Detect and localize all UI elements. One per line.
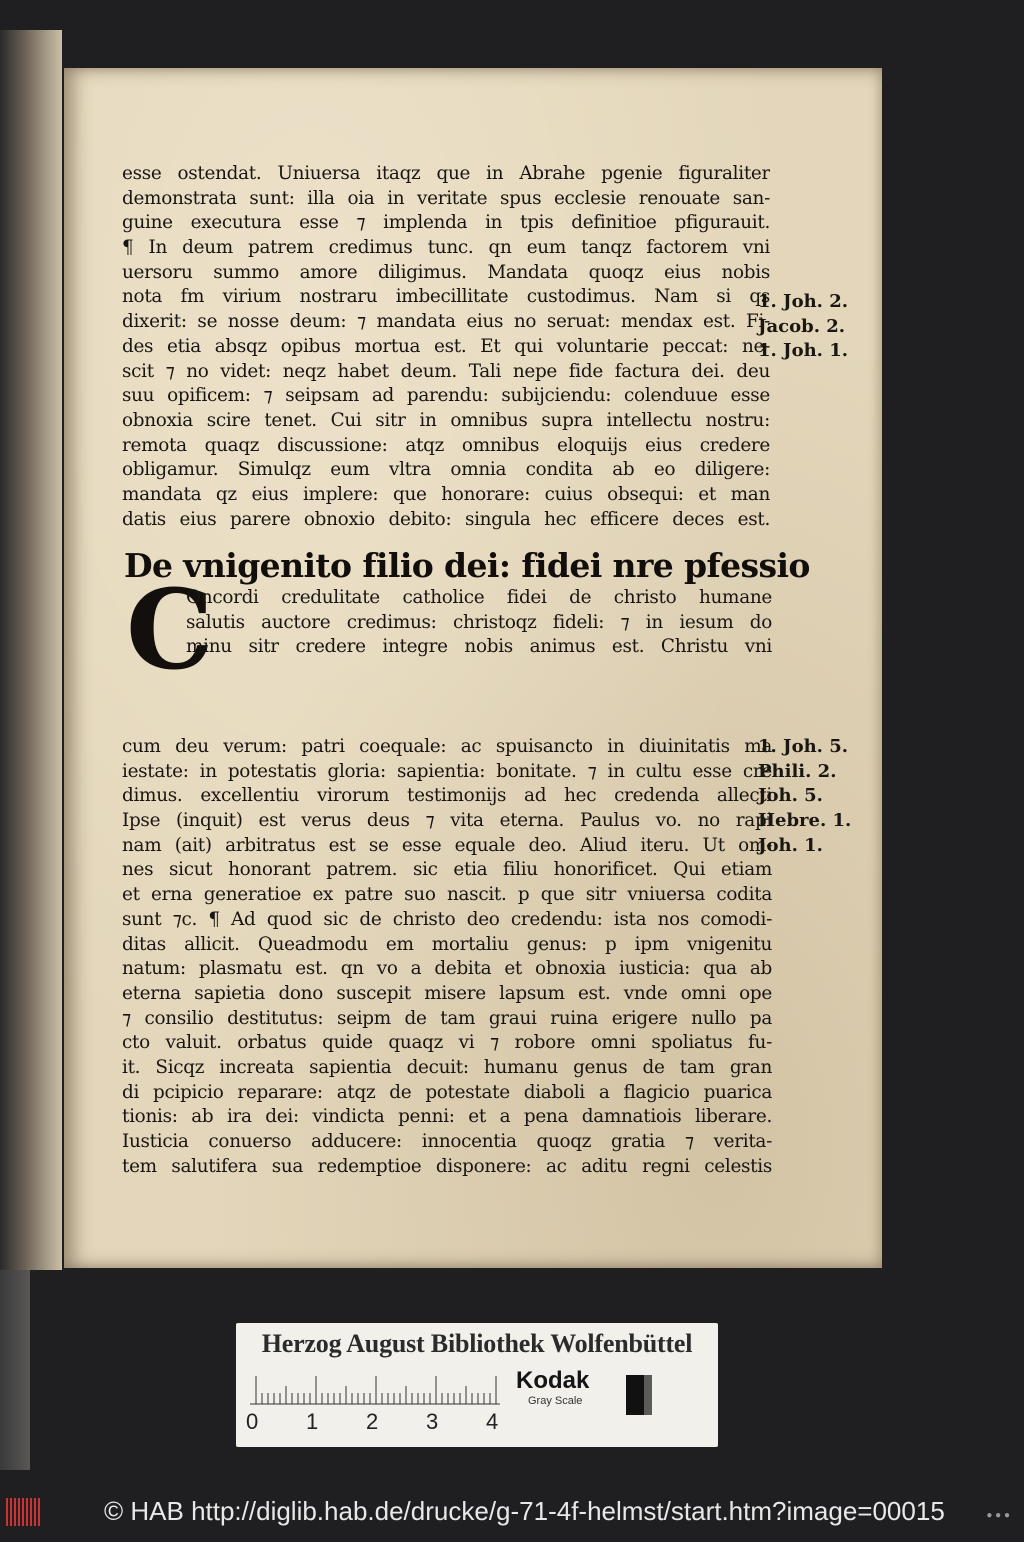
binding-edge xyxy=(0,30,62,1270)
text-line: demonstrata sunt: illa oia in veritate spus ecclesie renouate san- xyxy=(122,187,770,209)
hab-logo-icon xyxy=(6,1498,42,1526)
text-line: esse ostendat. Uniuersa itaqz que in Abrahe pgenie figuraliter xyxy=(122,163,770,184)
ruler-number: 2 xyxy=(366,1409,379,1434)
ruler-scale xyxy=(250,1375,500,1405)
margin-notes-lower xyxy=(758,735,858,858)
text-line: cto valuit. orbatus quide quaqz vi ⁊ robore omni spoliatus fu- xyxy=(122,1032,772,1054)
text-block-lower xyxy=(122,735,772,1179)
text-line: datis eius parere obnoxio debito: singula hec efficere deces est. xyxy=(122,508,770,530)
text-line: it. Sicqz increata sapientia decuit: humanu genus de tam gran xyxy=(122,1056,772,1078)
text-line: suu opificem: ⁊ seipsam ad parendu: subijciendu: colenduue esse xyxy=(122,385,770,407)
gray-patch xyxy=(620,1375,658,1415)
text-line: nam (ait) arbitratus est se esse equale deo. Aliud iteru. Ut om- xyxy=(122,834,772,856)
text-line: et erna generatioe ex patre suo nascit. p que sitr vniuersa codita xyxy=(122,884,772,906)
text-line: dimus. excellentiu virorum testimonijs ad hec credenda allecti xyxy=(122,785,772,807)
margin-note: 1. Joh. 5. xyxy=(758,736,848,757)
section-heading: De vnigenito filio dei: fidei nre pfessio xyxy=(124,546,810,585)
text-line: cum deu verum: patri coequale: ac spuisancto in diuinitatis ma xyxy=(122,736,772,757)
margin-notes-upper xyxy=(758,290,858,364)
ruler-numbers xyxy=(246,1409,506,1437)
margin-note: Joh. 1. xyxy=(758,834,823,856)
text-line: iestate: in potestatis gloria: sapientia: bonitate. ⁊ in cultu esse cre xyxy=(122,760,772,782)
margin-note: Jacob. 2. xyxy=(758,315,846,337)
margin-note: Joh. 5. xyxy=(758,785,823,807)
text-line: Iusticia conuerso adducere: innocentia quoqz gratia ⁊ verita- xyxy=(122,1131,772,1152)
text-line: nota fm virium nostraru imbecillitate custodimus. Nam si qs xyxy=(122,286,770,308)
footer-bar xyxy=(0,1486,1024,1542)
ruler-number: 4 xyxy=(486,1409,499,1434)
text-line: tionis: ab ira dei: vindicta penni: et a pena damnatiois liberare. xyxy=(122,1106,772,1128)
margin-note: 1. Joh. 1. xyxy=(758,340,848,362)
binding-edge-lower xyxy=(0,1270,30,1470)
ruler-number: 0 xyxy=(246,1409,259,1434)
text-line: sunt ⁊c. ¶ Ad quod sic de christo deo credendu: ista nos comodi- xyxy=(122,908,772,930)
kodak-logo: Kodak xyxy=(516,1367,590,1394)
text-line: ¶ In deum patrem credimus tunc. qn eum tanqz factorem vni xyxy=(122,237,770,259)
gray-scale-label: Gray Scale xyxy=(528,1395,583,1407)
text-line: obligamur. Simulqz eum vltra omnia condita ab eo diligere: xyxy=(122,459,770,481)
margin-note: Hebre. 1. xyxy=(758,810,852,832)
text-line: Oncordi credulitate catholice fidei de christo humane xyxy=(186,587,772,608)
text-line: dixerit: se nosse deum: ⁊ mandata eius no seruat: mendax est. Fi- xyxy=(122,311,770,333)
margin-note: 1. Joh. 2. xyxy=(758,291,848,312)
text-line: eterna sapietia dono suscepit misere lapsum est. vnde omni ope xyxy=(122,982,772,1004)
text-line: di pcipicio reparare: atqz de potestate diaboli a flagicio puarica xyxy=(122,1081,772,1103)
margin-note: Phili. 2. xyxy=(758,760,837,782)
text-line: nes sicut honorant patrem. sic etia filiu honorificet. Qui etiam xyxy=(122,859,772,881)
text-line: des etia absqz opibus mortua est. Et qui voluntarie peccat: ne- xyxy=(122,335,770,357)
text-line: Ipse (inquit) est verus deus ⁊ vita eterna. Paulus vo. no rapi xyxy=(122,810,772,832)
library-name: Herzog August Bibliothek Wolfenbüttel xyxy=(261,1329,693,1358)
more-icon[interactable]: ● ● ● xyxy=(986,1510,1010,1521)
text-line: ditas allicit. Queadmodu em mortaliu genus: p ipm vnigenitu xyxy=(122,933,772,955)
text-block-initial xyxy=(186,586,772,660)
text-line: mandata qz eius implere: que honorare: cuius obsequi: et man xyxy=(122,483,770,505)
text-line: salutis auctore credimus: christoqz fideli: ⁊ in iesum do xyxy=(186,611,772,633)
text-block-upper xyxy=(122,162,770,532)
drop-initial: C xyxy=(126,565,214,694)
text-line: tem salutifera sua redemptioe disponere: ac aditu regni celestis xyxy=(122,1155,772,1177)
ruler-number: 3 xyxy=(426,1409,439,1434)
text-line: guine executura esse ⁊ implenda in tpis definitioe pfigurauit. xyxy=(122,212,770,234)
text-line: scit ⁊ no videt: neqz habet deum. Tali nepe fide factura dei. deu xyxy=(122,360,770,382)
footer-url[interactable]: © HAB http://diglib.hab.de/drucke/g-71-4f-helmst/start.htm?image=00015 xyxy=(104,1496,945,1526)
text-line: remota quaqz discussione: atqz omnibus eloquijs eius credere xyxy=(122,434,770,456)
text-line: ⁊ consilio destitutus: seipm de tam graui ruina erigere nullo pa xyxy=(122,1007,772,1029)
text-line: minu sitr credere integre nobis animus est. Christu vni xyxy=(186,636,772,658)
text-line: natum: plasmatu est. qn vo a debita et obnoxia iusticia: qua ab xyxy=(122,958,772,980)
color-target-card xyxy=(236,1323,718,1447)
text-line: obnoxia scire tenet. Cui sitr in omnibus supra intellectu nostru: xyxy=(122,409,770,431)
ruler-number: 1 xyxy=(306,1409,319,1434)
text-line: uersoru summo amore diligimus. Mandata quoqz eius nobis xyxy=(122,261,770,283)
